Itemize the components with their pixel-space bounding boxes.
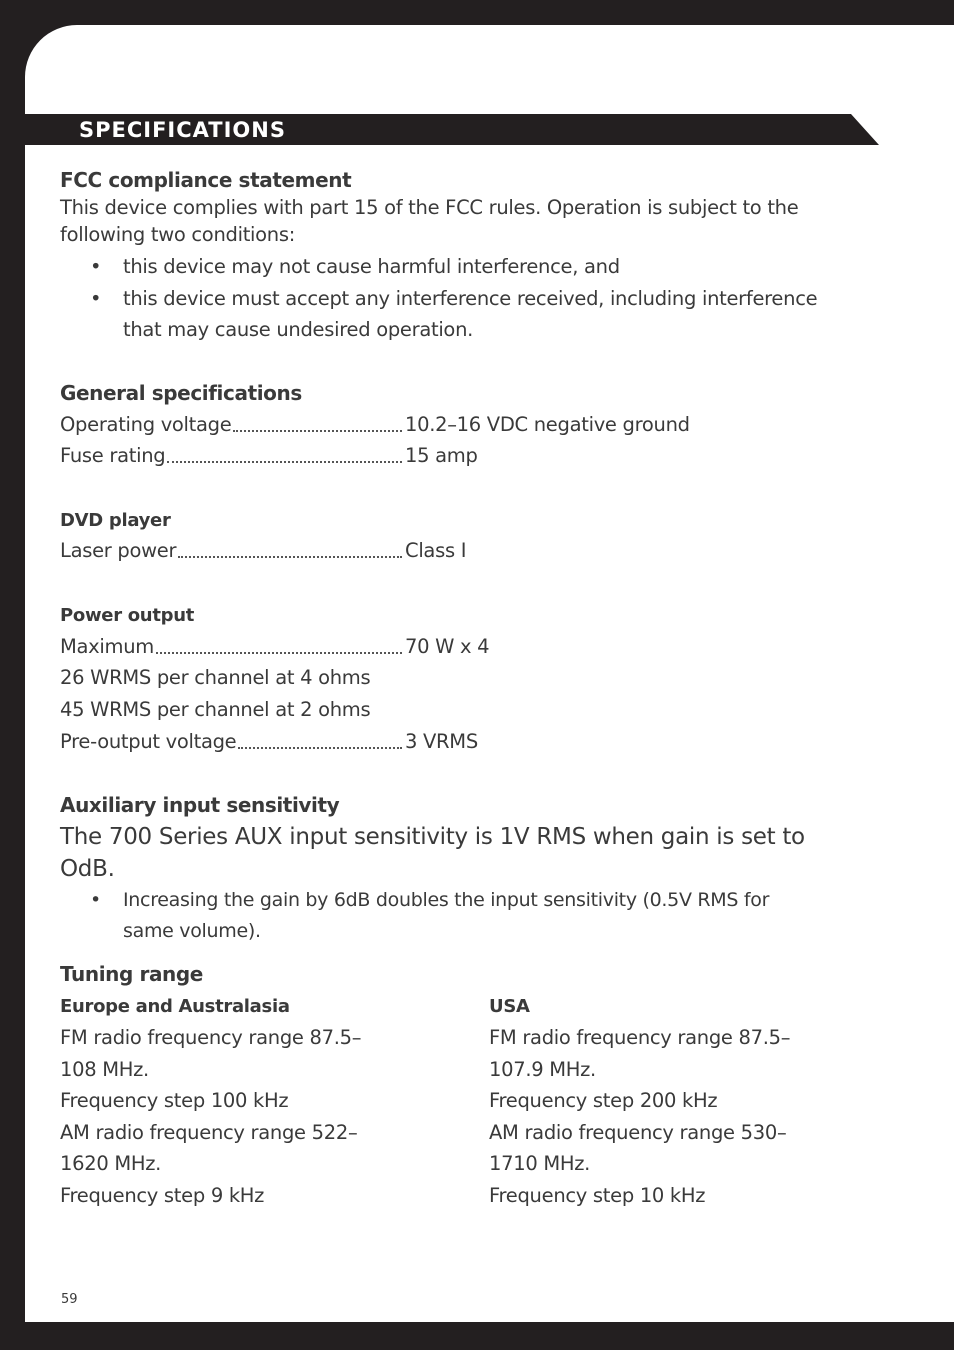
fcc-heading: FCC compliance statement xyxy=(60,168,352,192)
spec-line: 45 WRMS per channel at 2 ohms xyxy=(60,698,371,721)
spec-label: Laser power xyxy=(60,539,177,562)
dvd-heading: DVD player xyxy=(60,510,171,531)
tuning-line: 107.9 MHz. xyxy=(489,1057,596,1081)
spec-value: Class I xyxy=(405,539,467,562)
bullet-text: this device may not cause harmful interference, and xyxy=(123,255,620,278)
spec-row xyxy=(60,536,860,566)
bullet-text: Increasing the gain by 6dB doubles the input sensitivity (0.5V RMS for xyxy=(123,889,770,911)
bullet-text-block xyxy=(123,283,863,345)
spec-value: 15 amp xyxy=(405,444,478,467)
tuning-line: FM radio frequency range 87.5– xyxy=(60,1026,362,1049)
page-number: 59 xyxy=(61,1292,78,1307)
aux-bullet-list xyxy=(60,885,860,949)
tuning-heading: Tuning range xyxy=(60,962,203,986)
aux-paragraph xyxy=(60,821,860,885)
bullet-text: same volume). xyxy=(123,920,261,942)
bullet-text-block xyxy=(123,885,863,947)
spec-line: 26 WRMS per channel at 4 ohms xyxy=(60,666,371,689)
fcc-intro xyxy=(60,194,880,248)
aux-line-2: OdB. xyxy=(60,856,115,882)
spec-value: 3 VRMS xyxy=(405,730,478,753)
fcc-intro-line-2: following two conditions: xyxy=(60,223,295,246)
spec-row xyxy=(60,410,860,440)
fcc-intro-line-1: This device complies with part 15 of the FCC rules. Operation is subject to the xyxy=(60,196,799,219)
spec-row xyxy=(60,727,860,757)
bullet-text: that may cause undesired operation. xyxy=(123,318,474,341)
spec-value: 70 W x 4 xyxy=(405,635,490,658)
spec-row xyxy=(60,441,860,471)
aux-line-1: The 700 Series AUX input sensitivity is 1V RMS when gain is set to xyxy=(60,824,805,850)
bullet-icon: • xyxy=(90,889,101,911)
europe-column xyxy=(60,1022,420,1211)
spec-label: Operating voltage xyxy=(60,413,232,436)
leader-dots xyxy=(233,410,402,432)
general-heading: General specifications xyxy=(60,381,302,405)
tuning-line: Frequency step 200 kHz xyxy=(489,1089,718,1112)
tuning-line: Frequency step 10 kHz xyxy=(489,1183,706,1207)
dvd-spec-list xyxy=(60,536,860,568)
tuning-line: FM radio frequency range 87.5– xyxy=(489,1026,791,1049)
power-spec-list xyxy=(60,632,860,762)
spec-label: Fuse rating xyxy=(60,444,166,467)
bullet-icon: • xyxy=(90,287,102,310)
spec-row xyxy=(60,632,860,662)
tuning-line: AM radio frequency range 530– xyxy=(489,1120,787,1144)
bullet-text: this device must accept any interference received, including interference xyxy=(123,287,818,310)
europe-heading: Europe and Australasia xyxy=(60,996,290,1017)
general-spec-list xyxy=(60,410,860,480)
spec-label: Pre-output voltage xyxy=(60,730,237,753)
leader-dots xyxy=(167,441,402,463)
tuning-line: Frequency step 100 kHz xyxy=(60,1089,289,1112)
aux-heading: Auxiliary input sensitivity xyxy=(60,793,340,817)
usa-heading: USA xyxy=(489,996,530,1017)
tuning-line: AM radio frequency range 522– xyxy=(60,1120,358,1144)
tuning-line: Frequency step 9 kHz xyxy=(60,1183,265,1207)
power-heading: Power output xyxy=(60,605,195,626)
leader-dots xyxy=(178,536,402,558)
section-title: SPECIFICATIONS xyxy=(79,118,286,142)
bullet-icon: • xyxy=(90,255,102,278)
usa-column xyxy=(489,1022,849,1211)
tuning-line: 108 MHz. xyxy=(60,1057,149,1081)
leader-dots xyxy=(238,727,402,749)
tuning-line: 1710 MHz. xyxy=(489,1152,591,1175)
leader-dots xyxy=(156,632,402,654)
tuning-line: 1620 MHz. xyxy=(60,1152,162,1175)
spec-label: Maximum xyxy=(60,635,154,658)
spec-value: 10.2–16 VDC negative ground xyxy=(405,413,690,436)
